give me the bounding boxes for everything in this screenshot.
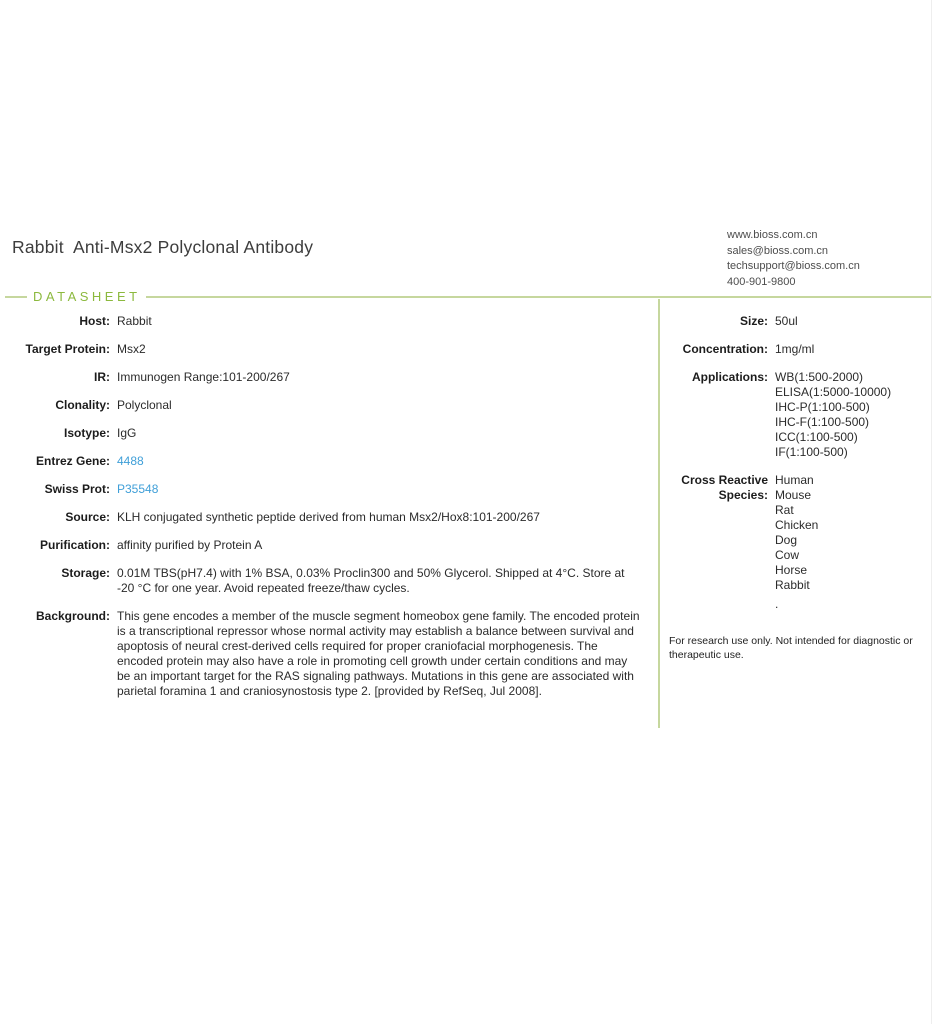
field-value: KLH conjugated synthetic peptide derived from human Msx2/Hox8:101-200/267 (117, 510, 540, 524)
field-label: Entrez Gene: (35, 454, 110, 468)
species-item: Human (775, 473, 814, 487)
field-label: Isotype: (63, 426, 110, 440)
species-item: Dog (775, 533, 798, 547)
species-item: Cow (775, 548, 800, 562)
field-row-host (0, 314, 650, 329)
field-label (660, 473, 768, 612)
right-column (660, 314, 935, 625)
application-item: ICC(1:100-500) (775, 430, 858, 444)
field-row-applications (660, 370, 935, 460)
contact-block (727, 228, 860, 290)
research-use-note: For research use only. Not intended for diagnostic or therapeutic use. (669, 635, 913, 661)
field-label: Clonality: (55, 398, 110, 412)
field-row-cross-reactive (660, 473, 935, 612)
field-row-concentration (660, 342, 935, 357)
species-item: Rabbit (775, 578, 810, 592)
field-row-target-protein (0, 342, 650, 357)
field-value: IgG (117, 426, 137, 440)
entrez-gene-link[interactable]: 4488 (117, 454, 144, 468)
page-title: Rabbit Anti-Msx2 Polyclonal Antibody (12, 237, 314, 257)
application-item: IHC-P(1:100-500) (775, 400, 870, 414)
contact-phone: 400-901-9800 (727, 275, 796, 288)
application-item: ELISA(1:5000-10000) (775, 385, 892, 399)
field-label: Host: (79, 314, 110, 328)
field-label: Storage: (61, 566, 110, 580)
field-label: Applications: (691, 370, 768, 384)
contact-website: www.bioss.com.cn (727, 229, 818, 241)
field-value: Polyclonal (117, 398, 172, 412)
field-label: IR: (94, 370, 110, 384)
field-row-storage (0, 566, 650, 596)
field-row-purification (0, 538, 650, 553)
field-value: 1mg/ml (775, 342, 815, 356)
field-row-isotype (0, 426, 650, 441)
field-row-swiss-prot (0, 482, 650, 497)
species-list (775, 473, 933, 612)
field-value: affinity purified by Protein A (117, 538, 263, 552)
species-item: Horse (775, 563, 808, 577)
field-row-background (0, 609, 650, 699)
species-item: Rat (775, 503, 794, 517)
left-column (0, 314, 650, 712)
field-label: Background: (35, 609, 110, 623)
species-item: Mouse (775, 488, 812, 502)
applications-list (775, 370, 933, 460)
field-value: This gene encodes a member of the muscle segment homeobox gene family. The encoded protein is a transcriptional repressor whose normal activity may establish a balance between survival and apoptosis of neural crest-derived cells required for proper craniofacial morphogenesis. The encoded protein may also have a role in promoting cell growth under certain conditions and may be an important target for the RAS signaling pathways. Mutations in this gene are associated with parietal foramina 1 and craniosynostosis type 2. [provided by RefSeq, Jul 2008]. (117, 609, 640, 698)
cross-reactive-label-line2: Species: (718, 488, 768, 502)
application-item: IHC-F(1:100-500) (775, 415, 870, 429)
application-item: WB(1:500-2000) (775, 370, 864, 384)
field-row-entrez-gene (0, 454, 650, 469)
field-value: 50ul (775, 314, 798, 328)
section-heading: DATASHEET (33, 289, 141, 304)
field-label: Concentration: (682, 342, 768, 356)
contact-sales-email: sales@bioss.com.cn (727, 244, 829, 257)
contact-support-email: techsupport@bioss.com.cn (727, 260, 860, 272)
field-label: Swiss Prot: (44, 482, 110, 496)
field-value: Rabbit (117, 314, 152, 328)
field-value: Msx2 (117, 342, 146, 356)
field-row-size (660, 314, 935, 329)
field-row-source (0, 510, 650, 525)
field-row-clonality (0, 398, 650, 413)
field-row-ir (0, 370, 650, 385)
heading-rule (146, 296, 931, 298)
cross-reactive-label-line1: Cross Reactive (681, 473, 768, 487)
field-label: Purification: (39, 538, 110, 552)
datasheet-heading-row (5, 289, 931, 304)
species-trailing-mark: . (775, 597, 779, 611)
heading-dash-rule (5, 296, 27, 298)
application-item: IF(1:100-500) (775, 445, 848, 459)
species-item: Chicken (775, 518, 819, 532)
swiss-prot-link[interactable]: P35548 (117, 482, 159, 496)
field-value: Immunogen Range:101-200/267 (117, 370, 290, 384)
field-label: Target Protein: (25, 342, 110, 356)
field-value: 0.01M TBS(pH7.4) with 1% BSA, 0.03% Proclin300 and 50% Glycerol. Shipped at 4°C. Store at -20 °C for one year. Avoid repeated freeze/thaw cycles. (117, 566, 625, 595)
field-label: Source: (65, 510, 110, 524)
field-label: Size: (739, 314, 768, 328)
